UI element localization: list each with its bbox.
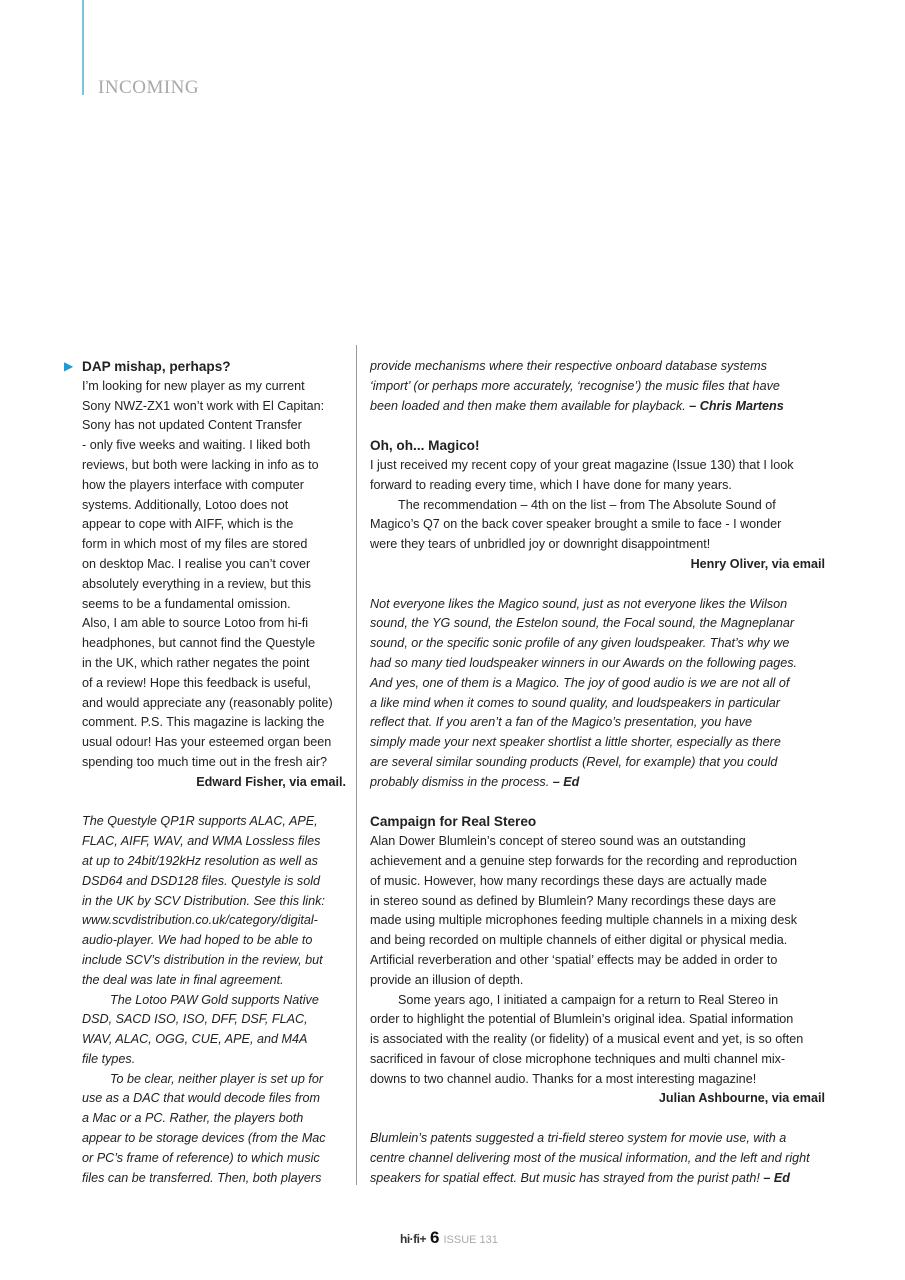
text-line-content: at up to 24bit/192kHz resolution as well as [82, 853, 318, 868]
text-line [82, 951, 346, 971]
text-line [370, 654, 825, 674]
text-line [370, 1149, 825, 1169]
text-line [82, 1070, 346, 1090]
text-line [82, 812, 346, 832]
text-line [82, 1089, 346, 1109]
editor-reply [82, 812, 346, 990]
letter-signature: Edward Fisher, via email. [196, 774, 346, 789]
text-line [370, 911, 825, 931]
text-line-content: Alan Dower Blumlein’s concept of stereo sound was an outstanding [370, 834, 746, 849]
text-line-content: Also, I am able to source Lotoo from hi-fi [82, 616, 309, 631]
letter-body [370, 991, 825, 1090]
text-line-content: spending too much time out in the fresh air? [82, 754, 328, 769]
letter-signature: Henry Oliver, via email [690, 556, 825, 571]
text-line-content: and being recorded on multiple channels of either digital or physical media. [370, 933, 788, 948]
text-line-content: I’m looking for new player as my current [82, 378, 305, 393]
text-line-content: usual odour! Has your esteemed organ been [82, 735, 332, 750]
text-line-content: and would appreciate any (reasonably polite) [82, 695, 333, 710]
text-line [370, 971, 825, 991]
text-line-content: Not everyone likes the Magico sound, just as not everyone likes the Wilson [370, 596, 788, 611]
text-line [82, 634, 346, 654]
text-line-content: the deal was late in final agreement. [82, 972, 284, 987]
text-line-content: Artificial reverberation and other ‘spatial’ effects may be added in order to [370, 952, 778, 967]
text-line [370, 991, 825, 1011]
text-line [370, 674, 825, 694]
text-line-content: how the players interface with computer [82, 477, 304, 492]
text-line [370, 1050, 825, 1070]
arrow-icon: ▶ [64, 359, 74, 373]
text-line-content: Magico’s Q7 on the back cover speaker brought a smile to face - I wonder [370, 517, 782, 532]
text-line-content: order to highlight the potential of Blumlein’s original idea. Spatial information [370, 1012, 794, 1027]
text-line-content: - only five weeks and waiting. I liked both [82, 438, 311, 453]
text-line-content: of a review! Hope this feedback is useful, [82, 675, 311, 690]
text-line [82, 555, 346, 575]
text-line [370, 456, 825, 476]
reply-signature: – Chris Martens [689, 398, 784, 413]
text-line [82, 971, 346, 991]
text-line-content: on desktop Mac. I realise you can’t cover [82, 556, 311, 571]
text-line-content: had so many tied loudspeaker winners in our Awards on the following pages. [370, 655, 798, 670]
page-footer [400, 1228, 498, 1248]
editor-reply [370, 1129, 825, 1188]
text-line-content: WAV, ALAC, OGG, CUE, APE, and M4A [82, 1032, 308, 1047]
text-line [82, 416, 346, 436]
text-line-content: forward to reading every time, which I have done for many years. [370, 477, 732, 492]
text-line [82, 1050, 346, 1070]
text-line [82, 436, 346, 456]
text-line-content: or PC’s frame of reference) to which music [82, 1150, 320, 1165]
text-line [82, 397, 346, 417]
text-line [82, 931, 346, 951]
text-line [370, 872, 825, 892]
letter-heading: Oh, oh... Magico! [370, 438, 480, 454]
text-line-content: And yes, one of them is a Magico. The joy of good audio is we are not all of [370, 675, 790, 690]
letter-signature: Julian Ashbourne, via email [658, 1091, 825, 1106]
text-line [370, 535, 825, 555]
text-line [370, 852, 825, 872]
text-line [82, 733, 346, 753]
letter-body [370, 832, 825, 990]
text-line [82, 654, 346, 674]
text-line-content: file types. [82, 1051, 136, 1066]
right-column [370, 357, 825, 1188]
text-line-content: Blumlein’s patents suggested a tri-field stereo system for movie use, with a [370, 1131, 787, 1146]
text-line-content: ‘import’ (or perhaps more accurately, ‘recognise’) the music files that have [370, 378, 780, 393]
text-line [82, 476, 346, 496]
text-line-content: The recommendation – 4th on the list – from The Absolute Sound of [398, 497, 776, 512]
text-line [370, 713, 825, 733]
text-line-content: sound, the YG sound, the Estelon sound, the Focal sound, the Magneplanar [370, 616, 795, 631]
magazine-logo: hi·fi+ [400, 1232, 426, 1246]
text-line [82, 456, 346, 476]
text-line-content: in the UK by SCV Distribution. See this link: [82, 893, 325, 908]
text-line-content: probably dismiss in the process. [370, 774, 553, 789]
text-line-content: www.scvdistribution.co.uk/category/digital- [82, 913, 318, 928]
text-line-content: provide an illusion of depth. [370, 972, 524, 987]
letter-heading: DAP mishap, perhaps? [82, 359, 231, 374]
page-number: 6 [430, 1228, 440, 1247]
text-line-content: are several similar sounding products (Revel, for example) that you could [370, 754, 778, 769]
text-line-content: in the UK, which rather negates the point [82, 655, 310, 670]
text-line-content: headphones, but cannot find the Questyle [82, 636, 316, 651]
text-line-content: reflect that. If you aren’t a fan of the Magico’s presentation, you have [370, 715, 753, 730]
text-line [82, 595, 346, 615]
text-line-content: is associated with the reality (or fidelity) of a musical event and yet, is so often [370, 1032, 804, 1047]
text-line-content: of music. However, how many recordings these days are actually made [370, 873, 767, 888]
text-line [82, 872, 346, 892]
text-line [370, 951, 825, 971]
text-line-content: DSD, SACD ISO, ISO, DFF, DSF, FLAC, [82, 1012, 308, 1027]
text-line [370, 733, 825, 753]
text-line [82, 535, 346, 555]
text-line-content: been loaded and then make them available for playback. [370, 398, 690, 413]
text-line [82, 753, 346, 773]
text-line [82, 1169, 346, 1189]
text-line [82, 377, 346, 397]
text-line-content: in stereo sound as defined by Blumlein? Many recordings these days are [370, 893, 777, 908]
text-line [370, 397, 825, 417]
text-line [82, 694, 346, 714]
text-line-content: achievement and a genuine step forwards for the recording and reproduction [370, 853, 798, 868]
text-line-content: FLAC, AIFF, WAV, and WMA Lossless files [82, 834, 321, 849]
text-line [370, 515, 825, 535]
issue-label: ISSUE 131 [443, 1234, 498, 1246]
text-line-content: The Lotoo PAW Gold supports Native [110, 992, 319, 1007]
text-line [370, 773, 825, 793]
text-line [370, 1030, 825, 1050]
text-line [370, 614, 825, 634]
letter-body [370, 456, 825, 496]
text-line [82, 674, 346, 694]
editor-reply [82, 991, 346, 1070]
text-line-content: use as a DAC that would decode files from [82, 1091, 321, 1106]
letter-body [370, 496, 825, 555]
text-line-content: comment. P.S. This magazine is lacking the [82, 715, 325, 730]
text-line-content: speakers for spatial effect. But music has strayed from the purist path! [370, 1170, 764, 1185]
text-line [370, 476, 825, 496]
text-line [82, 991, 346, 1011]
text-line-content: The Questyle QP1R supports ALAC, APE, [82, 814, 318, 829]
text-line-content: made using multiple microphones feeding multiple channels in a mixing desk [370, 913, 798, 928]
text-line-content: Some years ago, I initiated a campaign for a return to Real Stereo in [398, 992, 779, 1007]
text-line-content: I just received my recent copy of your great magazine (Issue 130) that I look [370, 457, 794, 472]
text-line [82, 515, 346, 535]
text-line-content: provide mechanisms where their respective onboard database systems [370, 359, 767, 373]
editor-reply [82, 1070, 346, 1189]
text-line [370, 694, 825, 714]
text-line [82, 575, 346, 595]
text-line [82, 911, 346, 931]
text-line-content: form in which most of my files are stored [82, 537, 308, 552]
text-line-content: sound, or the specific sonic profile of any given loudspeaker. That’s why we [370, 636, 790, 651]
text-line-content: absolutely everything in a review, but this [82, 576, 311, 591]
editor-reply [370, 595, 825, 793]
text-line-content: a like mind when it comes to sound quality, and loudspeakers in particular [370, 695, 780, 710]
text-line [370, 892, 825, 912]
text-line [370, 1129, 825, 1149]
letter-heading: Campaign for Real Stereo [370, 814, 537, 830]
text-line [82, 1149, 346, 1169]
text-line [82, 852, 346, 872]
text-line [370, 1169, 825, 1189]
text-line [370, 595, 825, 615]
text-line [82, 1030, 346, 1050]
text-line [370, 753, 825, 773]
text-line [82, 614, 346, 634]
text-line-content: appear to cope with AIFF, which is the [82, 517, 294, 532]
text-line [370, 496, 825, 516]
text-line [82, 832, 346, 852]
text-line-content: sacrificed in favour of close microphone techniques and multi channel mix- [370, 1051, 786, 1066]
editor-reply [370, 357, 825, 416]
text-line [370, 377, 825, 397]
text-line-content: Sony NWZ-ZX1 won’t work with El Capitan: [82, 398, 325, 413]
text-line-content: a Mac or a PC. Rather, the players both [82, 1111, 304, 1126]
text-line-content: include SCV’s distribution in the review, but [82, 952, 323, 967]
text-line [370, 1010, 825, 1030]
left-column [64, 357, 346, 1188]
reply-signature: – Ed [552, 774, 580, 789]
text-line-content: downs to two channel audio. Thanks for a most interesting magazine! [370, 1071, 757, 1086]
text-line-content: Sony has not updated Content Transfer [82, 418, 302, 433]
column-divider [356, 345, 357, 1185]
text-line [370, 634, 825, 654]
text-line-content: seems to be a fundamental omission. [82, 596, 291, 611]
text-line [82, 713, 346, 733]
text-line-content: appear to be storage devices (from the Mac [82, 1131, 326, 1146]
top-rule [82, 0, 84, 95]
letter-body [82, 377, 346, 773]
text-line [370, 931, 825, 951]
text-line [82, 892, 346, 912]
text-line [82, 1010, 346, 1030]
text-line-content: files can be transferred. Then, both players [82, 1170, 322, 1185]
text-line [370, 357, 825, 377]
text-line-content: systems. Additionally, Lotoo does not [82, 497, 289, 512]
section-title: INCOMING [98, 77, 200, 98]
text-line-content: DSD64 and DSD128 files. Questyle is sold [82, 873, 320, 888]
text-line [82, 1129, 346, 1149]
text-line [370, 832, 825, 852]
text-line-content: were they tears of unbridled joy or downright disappointment! [370, 537, 711, 552]
text-line-content: audio-player. We had hoped to be able to [82, 933, 313, 948]
text-line-content: centre channel delivering most of the musical information, and the left and right [370, 1150, 810, 1165]
text-line [82, 1109, 346, 1129]
text-line [370, 1070, 825, 1090]
text-line-content: simply made your next speaker shortlist a little shorter, especially as there [370, 735, 781, 750]
text-line-content: To be clear, neither player is set up for [110, 1071, 324, 1086]
text-line-content: reviews, but both were lacking in info as to [82, 457, 319, 472]
reply-signature: – Ed [763, 1170, 790, 1185]
text-line [82, 496, 346, 516]
